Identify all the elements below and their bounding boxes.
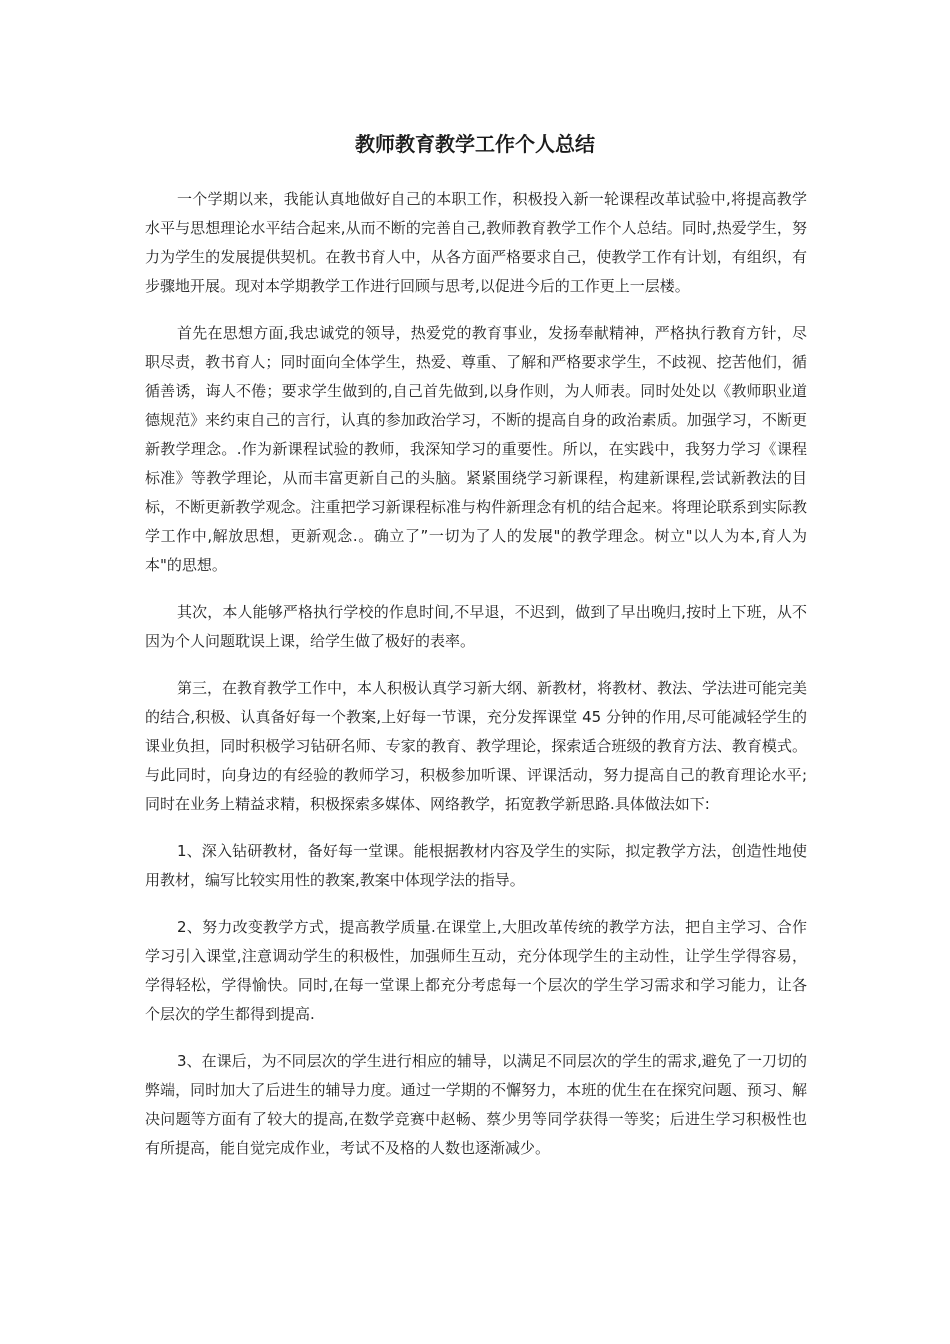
paragraph-ideology: 首先在思想方面,我忠诚党的领导，热爱党的教育事业，发扬奉献精神，严格执行教育方针，尽职尽责，教书育人；同时面向全体学生，热爱、尊重、了解和严格要求学生，不歧视、挖苦他们，循循善诱，诲人不倦；要求学生做到的,自己首先做到,以身作则，为人师表。同时处处以《教师职业道德规范》来约束自己的言行，认真的参加政治学习，不断的提高自身的政治素质。加强学习，不断更新教学理念。.作为新课程试验的教师，我深知学习的重要性。所以，在实践中，我努力学习《课程标准》等教学理论，从而丰富更新自己的头脑。紧紧围绕学习新课程，构建新课程,尝试新教法的目标，不断更新教学观念。注重把学习新课程标准与构件新理念有机的结合起来。将理论联系到实际教学工作中,解放思想，更新观念.。确立了”一切为了人的发展"的教学理念。树立"以人为本,育人为本"的思想。: [145, 324, 807, 574]
paragraph-item-3: 3、在课后，为不同层次的学生进行相应的辅导，以满足不同层次的学生的需求,避免了一刀切的弊端，同时加大了后进生的辅导力度。通过一学期的不懈努力，本班的优生在在探究问题、预习、解决问题等方面有了较大的提高,在数学竞赛中赵畅、蔡少男等同学获得一等奖；后进生学习积极性也有所提高，能自觉完成作业，考试不及格的人数也逐渐减少。: [145, 1052, 807, 1157]
paragraph-item-1: 1、深入钻研教材，备好每一堂课。能根据教材内容及学生的实际，拟定教学方法，创造性地使用教材，编写比较实用性的教案,教案中体现学法的指导。: [145, 842, 807, 889]
document-title: 教师教育教学工作个人总结: [355, 132, 595, 156]
paragraph-intro: 一个学期以来，我能认真地做好自己的本职工作，积极投入新一轮课程改革试验中,将提高教学水平与思想理论水平结合起来,从而不断的完善自己,教师教育教学工作个人总结。同时,热爱学生，努力为学生的发展提供契机。在教书育人中，从各方面严格要求自己，使教学工作有计划，有组织，有步骤地开展。现对本学期教学工作进行回顾与思考,以促进今后的工作更上一层楼。: [145, 190, 807, 295]
paragraph-item-2: 2、努力改变教学方式，提高教学质量.在课堂上,大胆改革传统的教学方法，把自主学习、合作学习引入课堂,注意调动学生的积极性，加强师生互动，充分体现学生的主动性，让学生学得容易，学得轻松，学得愉快。同时,在每一堂课上都充分考虑每一个层次的学生学习需求和学习能力，让各个层次的学生都得到提高.: [145, 918, 807, 1023]
paragraph-teaching-work: 第三，在教育教学工作中，本人积极认真学习新大纲、新教材，将教材、教法、学法进可能完美的结合,积极、认真备好每一个教案,上好每一节课，充分发挥课堂 45 分钟的作用,尽可能减轻学生的课业负担，同时积极学习钻研名师、专家的教育、教学理论，探索适合班级的教育方法、教育模式。与此同时，向身边的有经验的教师学习，积极参加听课、评课活动，努力提高自己的教育理论水平;同时在业务上精益求精，积极探索多媒体、网络教学，拓宽教学新思路.具体做法如下:: [145, 679, 808, 813]
paragraph-attendance: 其次，本人能够严格执行学校的作息时间,不早退，不迟到，做到了早出晚归,按时上下班，从不因为个人问题耽误上课，给学生做了极好的表率。: [145, 603, 807, 650]
document-body: [145, 185, 807, 1181]
